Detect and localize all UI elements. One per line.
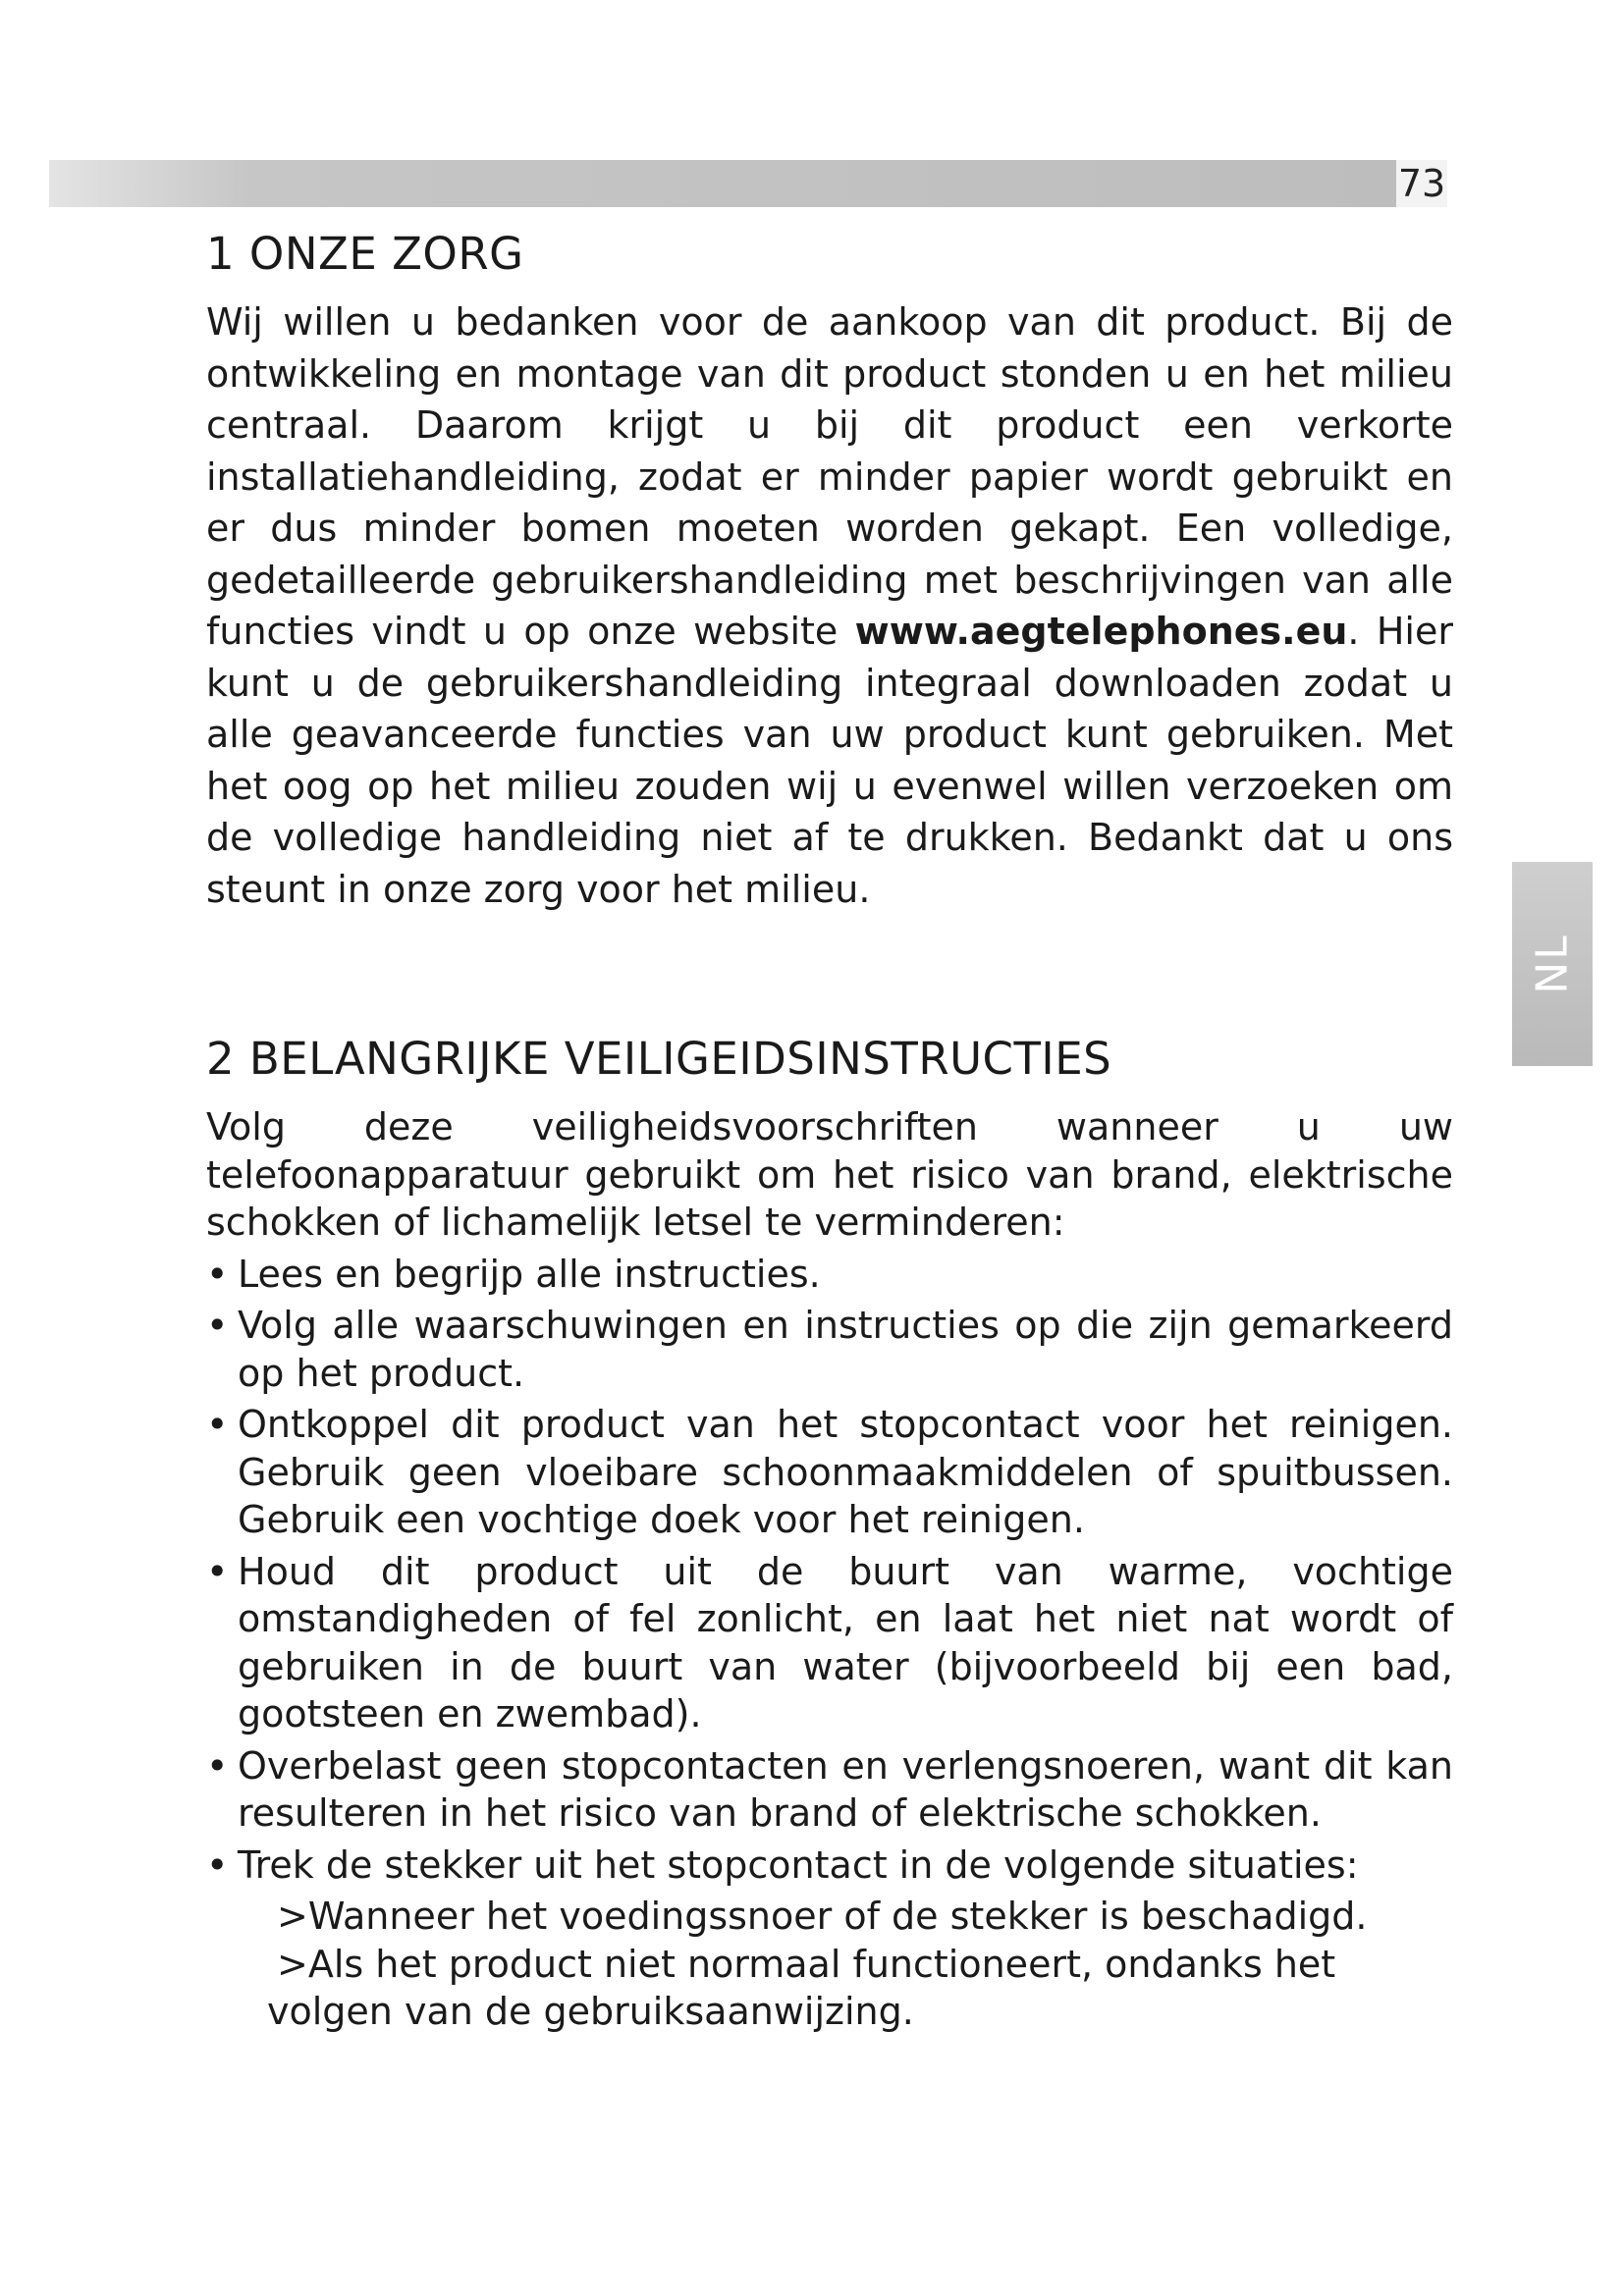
section-1-text-before-link: Wij willen u bedanken voor de aankoop van dit product. Bij de ontwikkeling en montage van dit product stonden u en het milieu centraal. Daarom krijgt u bij dit product een verkorte installatiehandleiding, zodat er minder papier wordt gebruikt en er dus minder bomen moeten worden gekapt. Een volledige, gedetailleerde gebruikershandleiding met beschrijvingen van alle functies vindt u op onze website — [206, 300, 1453, 653]
list-item — [206, 1302, 1453, 1397]
sub-list-item: >Wanneer het voedingssnoer of de stekker is beschadigd. — [277, 1895, 1368, 1938]
section-2-title: 2 BELANGRIJKE VEILIGEIDSINSTRUCTIES — [206, 1033, 1112, 1085]
list-item — [206, 1548, 1453, 1738]
list-item-text: Volg alle waarschuwingen en instructies op die zijn gemarkeerd op het product. — [238, 1304, 1453, 1395]
language-tab — [1512, 862, 1593, 1066]
list-item-text: Lees en begrijp alle instructies. — [238, 1252, 821, 1296]
page-number: 73 — [1397, 162, 1446, 205]
bullet-icon: • — [206, 1252, 229, 1296]
section-1-paragraph — [206, 296, 1453, 915]
language-tab-label: NL — [1527, 934, 1578, 994]
safety-instruction-list — [206, 1251, 1453, 1890]
website-link[interactable]: www.aegtelephones.eu — [854, 610, 1348, 653]
section-1-title: 1 ONZE ZORG — [206, 228, 524, 280]
list-item — [206, 1742, 1453, 1838]
list-item-text: Ontkoppel dit product van het stopcontact voor het reinigen. Gebruik geen vloeibare schoonmaakmiddelen of spuitbussen. Gebruik een vochtige doek voor het reinigen. — [238, 1403, 1453, 1541]
list-item-text: Overbelast geen stopcontacten en verlengsnoeren, want dit kan resulteren in het risico van brand of elektrische schokken. — [238, 1743, 1453, 1835]
list-item — [206, 1842, 1453, 1890]
bullet-icon: • — [206, 1403, 229, 1446]
sub-list-item: >Als het product niet normaal functioneert, ondanks het volgen van de gebruiksaanwijzing. — [267, 1942, 1336, 2033]
header-bar — [49, 160, 1396, 207]
bullet-icon: • — [206, 1304, 229, 1347]
bullet-icon: • — [206, 1549, 229, 1593]
section-1-text-after-link: . Hier kunt u de gebruikershandleiding integraal downloaden zodat u alle geavanceerde functies van uw product kunt gebruiken. Met het oog op het milieu zouden wij u evenwel willen verzoeken om de volledige handleiding niet af te drukken. Bedankt dat u ons steunt in onze zorg voor het milieu. — [206, 610, 1453, 911]
list-item — [206, 1401, 1453, 1544]
list-item — [206, 1251, 1453, 1299]
section-2-intro: Volg deze veiligheidsvoorschriften wanneer u uw telefoonapparatuur gebruikt om het risico van brand, elektrische schokken of lichamelijk letsel te verminderen: — [206, 1105, 1453, 1244]
section-veiligheid — [206, 1033, 1453, 2036]
list-item-text: Houd dit product uit de buurt van warme, vochtige omstandigheden of fel zonlicht, en laat het niet nat wordt of gebruiken in de buurt van water (bijvoorbeeld bij een bad, gootsteen en zwembad). — [238, 1549, 1453, 1735]
list-item-text: Trek de stekker uit het stopcontact in de volgende situaties: — [238, 1842, 1359, 1887]
section-onze-zorg — [206, 228, 1453, 915]
bullet-icon: • — [206, 1743, 229, 1788]
bullet-icon: • — [206, 1842, 229, 1887]
